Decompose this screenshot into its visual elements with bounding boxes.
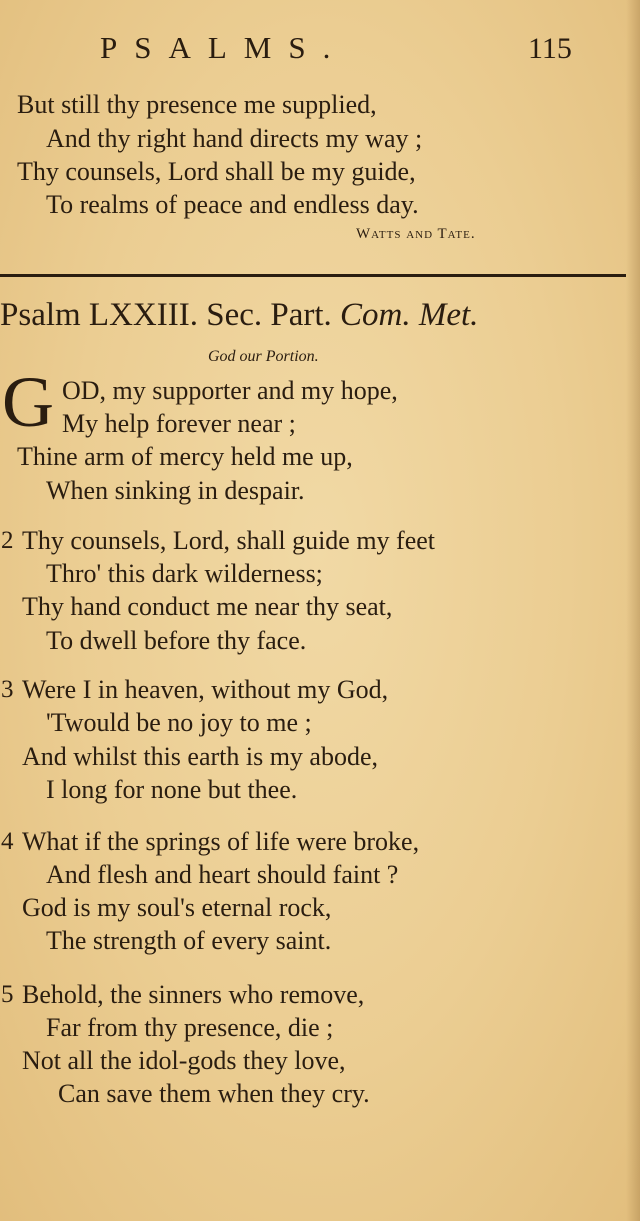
stanza-4-line: What if the springs of life were broke, — [22, 827, 420, 856]
stanza-5-line: Far from thy presence, die ; — [46, 1013, 334, 1042]
stanza-3-line: I long for none but thee. — [46, 775, 298, 804]
stanza-5-line: Not all the idol-gods they love, — [22, 1046, 346, 1075]
prev-stanza-line: And thy right hand directs my way ; — [46, 124, 423, 153]
stanza-4-line: The strength of every saint. — [46, 926, 332, 955]
stanza-number: 4 — [1, 828, 14, 855]
prev-stanza-line: Thy counsels, Lord shall be my guide, — [17, 157, 416, 186]
drop-cap: G — [2, 362, 54, 442]
stanza-3-line: And whilst this earth is my abode, — [22, 742, 379, 771]
running-title: PSALMS. — [100, 30, 348, 65]
prev-stanza-line: But still thy presence me supplied, — [17, 90, 377, 119]
attribution: Watts and Tate. — [356, 226, 476, 242]
psalm-meter: Com. Met. — [340, 297, 479, 333]
stanza-number: 3 — [1, 676, 14, 703]
section-divider — [0, 274, 626, 277]
stanza-number: 5 — [1, 981, 14, 1008]
stanza-1-line: Thine arm of mercy held me up, — [17, 442, 353, 471]
psalm-subtitle: God our Portion. — [208, 348, 319, 365]
stanza-1-line: OD, my supporter and my hope, — [62, 376, 398, 405]
page-number: 115 — [528, 32, 572, 65]
stanza-1-line: When sinking in despair. — [46, 476, 305, 505]
stanza-4-line: And flesh and heart should faint ? — [46, 860, 399, 889]
stanza-2-line: Thy counsels, Lord, shall guide my feet — [22, 526, 436, 555]
stanza-4-line: God is my soul's eternal rock, — [22, 893, 332, 922]
psalm-heading-main: Psalm LXXIII. Sec. Part. — [0, 297, 332, 333]
stanza-number: 2 — [1, 527, 14, 554]
stanza-2-line: Thro' this dark wilderness; — [46, 559, 323, 588]
stanza-5-line: Behold, the sinners who remove, — [22, 980, 365, 1009]
stanza-3-line: Were I in heaven, without my God, — [22, 675, 389, 704]
stanza-1-line: My help forever near ; — [62, 409, 296, 438]
stanza-2-line: Thy hand conduct me near thy seat, — [22, 592, 393, 621]
stanza-2-line: To dwell before thy face. — [46, 626, 307, 655]
stanza-3-line: 'Twould be no joy to me ; — [46, 708, 312, 737]
stanza-5-line: Can save them when they cry. — [58, 1079, 370, 1108]
psalm-heading — [0, 297, 478, 334]
running-head — [0, 24, 640, 74]
prev-stanza-line: To realms of peace and endless day. — [46, 190, 419, 219]
